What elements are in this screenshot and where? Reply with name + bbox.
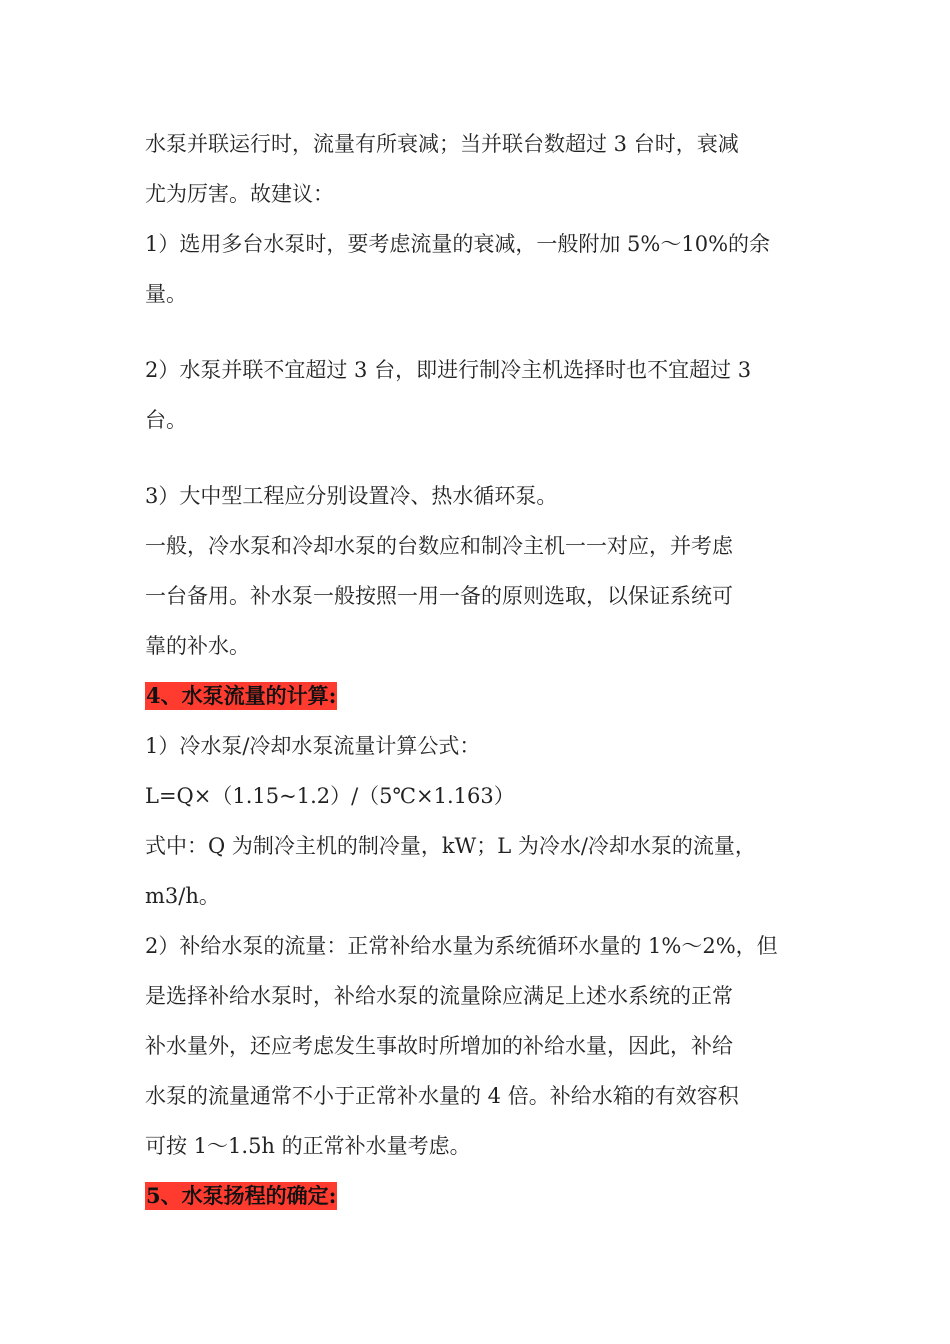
item-3: 3）大中型工程应分别设置冷、热水循环泵。	[145, 484, 558, 508]
calc-2-line-4: 水泵的流量通常不小于正常补水量的 4 倍。补给水箱的有效容积	[145, 1084, 739, 1108]
paragraph-parallel-line-1: 水泵并联运行时，流量有所衰减；当并联台数超过 3 台时，衰减	[145, 132, 739, 156]
section-heading-4: 4、水泵流量的计算:	[146, 683, 337, 708]
item-2-line-1: 2）水泵并联不宜超过 3 台，即进行制冷主机选择时也不宜超过 3	[145, 358, 752, 382]
item-2-line-2: 台。	[145, 408, 187, 432]
document-page	[145, 130, 815, 1210]
flow-formula: L=Q×（1.15~1.2）/（5℃×1.163）	[145, 784, 515, 808]
section-heading-5-row	[145, 1182, 815, 1210]
paragraph-general-line-3: 靠的补水。	[145, 634, 250, 658]
calc-2-line-2: 是选择补给水泵时，补给水泵的流量除应满足上述水系统的正常	[145, 984, 733, 1008]
paragraph-general-line-1: 一般，冷水泵和冷却水泵的台数应和制冷主机一一对应，并考虑	[145, 534, 733, 558]
calc-2-line-5: 可按 1～1.5h 的正常补水量考虑。	[145, 1134, 471, 1158]
calc-2-line-1: 2）补给水泵的流量：正常补给水量为系统循环水量的 1%～2%，但	[145, 934, 778, 958]
calc-1: 1）冷水泵/冷却水泵流量计算公式：	[145, 734, 481, 758]
item-1-line-2: 量。	[145, 282, 187, 306]
formula-explanation-line-2: m3/h。	[145, 884, 220, 908]
item-1-line-1: 1）选用多台水泵时，要考虑流量的衰减，一般附加 5%～10%的余	[145, 232, 771, 256]
calc-2-line-3: 补水量外，还应考虑发生事故时所增加的补给水量，因此，补给	[145, 1034, 733, 1058]
formula-explanation-line-1: 式中：Q 为制冷主机的制冷量，kW；L 为冷水/冷却水泵的流量，	[145, 834, 756, 858]
paragraph-parallel-line-2: 尤为厉害。故建议：	[145, 182, 334, 206]
section-heading-4-row	[145, 682, 815, 710]
paragraph-general-line-2: 一台备用。补水泵一般按照一用一备的原则选取，以保证系统可	[145, 584, 733, 608]
section-heading-5: 5、水泵扬程的确定:	[146, 1183, 337, 1208]
